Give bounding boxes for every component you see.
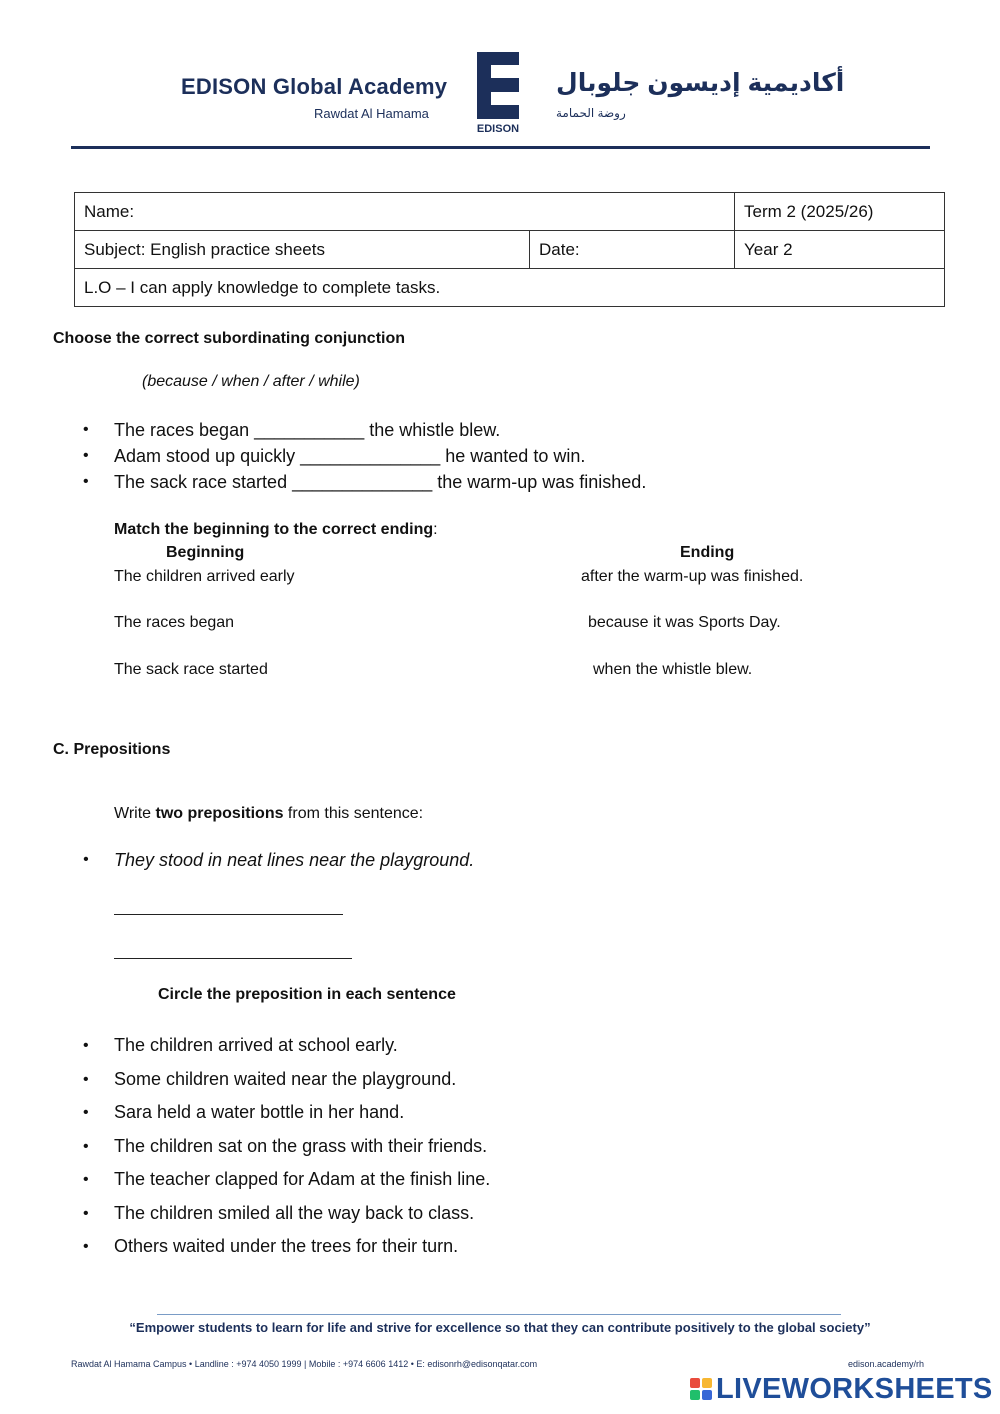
match-beginning-2[interactable]: The races began — [114, 614, 235, 631]
preposition-sentence: • They stood in neat lines near the playground. — [74, 848, 474, 872]
answer-line-1[interactable] — [114, 914, 343, 915]
write-instruction — [114, 805, 423, 823]
name-field[interactable]: Name: — [75, 193, 735, 231]
school-name-english: EDISON Global Academy — [181, 74, 448, 99]
conjunction-heading: Choose the correct subordinating conjunction — [53, 330, 406, 347]
write-instruction-bold: two prepositions — [155, 805, 284, 822]
circle-heading: Circle the preposition in each sentence — [158, 986, 456, 1003]
list-item[interactable]: • Some children waited near the playground. — [74, 1063, 490, 1097]
match-ending-1[interactable]: after the warm-up was finished. — [581, 568, 804, 585]
matching-heading-colon: : — [433, 521, 438, 538]
match-ending-3[interactable]: when the whistle blew. — [593, 661, 753, 678]
campus-name-arabic: روضة الحمامة — [556, 106, 626, 120]
matching-heading — [114, 521, 438, 539]
subject-cell: Subject: English practice sheets — [75, 231, 530, 269]
logo-word: EDISON — [476, 123, 520, 135]
list-item[interactable]: • The sack race started ______________ the warm-up was finished. — [74, 469, 646, 495]
header-divider — [71, 146, 930, 149]
liveworksheets-icon-tile — [702, 1390, 712, 1400]
liveworksheets-icon-tile — [690, 1378, 700, 1388]
preposition-sentence-list — [74, 848, 474, 872]
footer-divider — [157, 1314, 841, 1315]
campus-name-english: Rawdat Al Hamama — [314, 106, 429, 121]
website-link[interactable]: edison.academy/rh — [848, 1359, 925, 1369]
write-instruction-pre: Write — [114, 805, 156, 822]
liveworksheets-icon-tile — [702, 1378, 712, 1388]
list-item[interactable]: • Others waited under the trees for their turn. — [74, 1230, 490, 1264]
answer-line-2[interactable] — [114, 958, 352, 959]
prepositions-heading: C. Prepositions — [53, 741, 171, 758]
date-field[interactable]: Date: — [530, 231, 735, 269]
school-name-arabic: أكاديمية إديسون جلوبال — [556, 69, 845, 97]
match-ending-2[interactable]: because it was Sports Day. — [588, 614, 781, 631]
year-cell: Year 2 — [735, 231, 945, 269]
list-item[interactable]: • Adam stood up quickly ______________ he wanted to win. — [74, 443, 646, 469]
conjunction-list — [74, 417, 646, 495]
school-motto: “Empower students to learn for life and strive for excellence so that they can contribute positively to the global society” — [129, 1320, 871, 1335]
list-item[interactable]: • The teacher clapped for Adam at the finish line. — [74, 1163, 490, 1197]
liveworksheets-logo[interactable] — [690, 1373, 993, 1405]
liveworksheets-wordmark: LIVEWORKSHEETS — [716, 1372, 993, 1405]
liveworksheets-icon — [690, 1378, 712, 1400]
list-item[interactable]: • The children sat on the grass with their friends. — [74, 1130, 490, 1164]
column-header-ending: Ending — [680, 544, 735, 561]
list-item[interactable]: • The children smiled all the way back to class. — [74, 1197, 490, 1231]
liveworksheets-icon-tile — [690, 1390, 700, 1400]
write-instruction-post: from this sentence: — [283, 805, 424, 822]
learning-objective: L.O – I can apply knowledge to complete tasks. — [75, 269, 945, 307]
edison-logo — [474, 52, 522, 138]
match-beginning-3[interactable]: The sack race started — [114, 661, 268, 678]
term-cell: Term 2 (2025/26) — [735, 193, 945, 231]
circle-sentence-list — [74, 1029, 490, 1264]
contact-info: Rawdat Al Hamama Campus • Landline : +974 4050 1999 | Mobile : +974 6606 1412 • E: edisonrh@edisonqatar.com — [71, 1359, 538, 1369]
conjunction-options: (because / when / after / while) — [142, 373, 360, 390]
list-item[interactable]: • The races began ___________ the whistle blew. — [74, 417, 646, 443]
column-header-beginning: Beginning — [166, 544, 245, 561]
match-beginning-1[interactable]: The children arrived early — [114, 568, 295, 585]
list-item[interactable]: • The children arrived at school early. — [74, 1029, 490, 1063]
list-item[interactable]: • Sara held a water bottle in her hand. — [74, 1096, 490, 1130]
student-info-table — [74, 192, 945, 307]
matching-heading-text: Match the beginning to the correct ending — [114, 521, 434, 538]
